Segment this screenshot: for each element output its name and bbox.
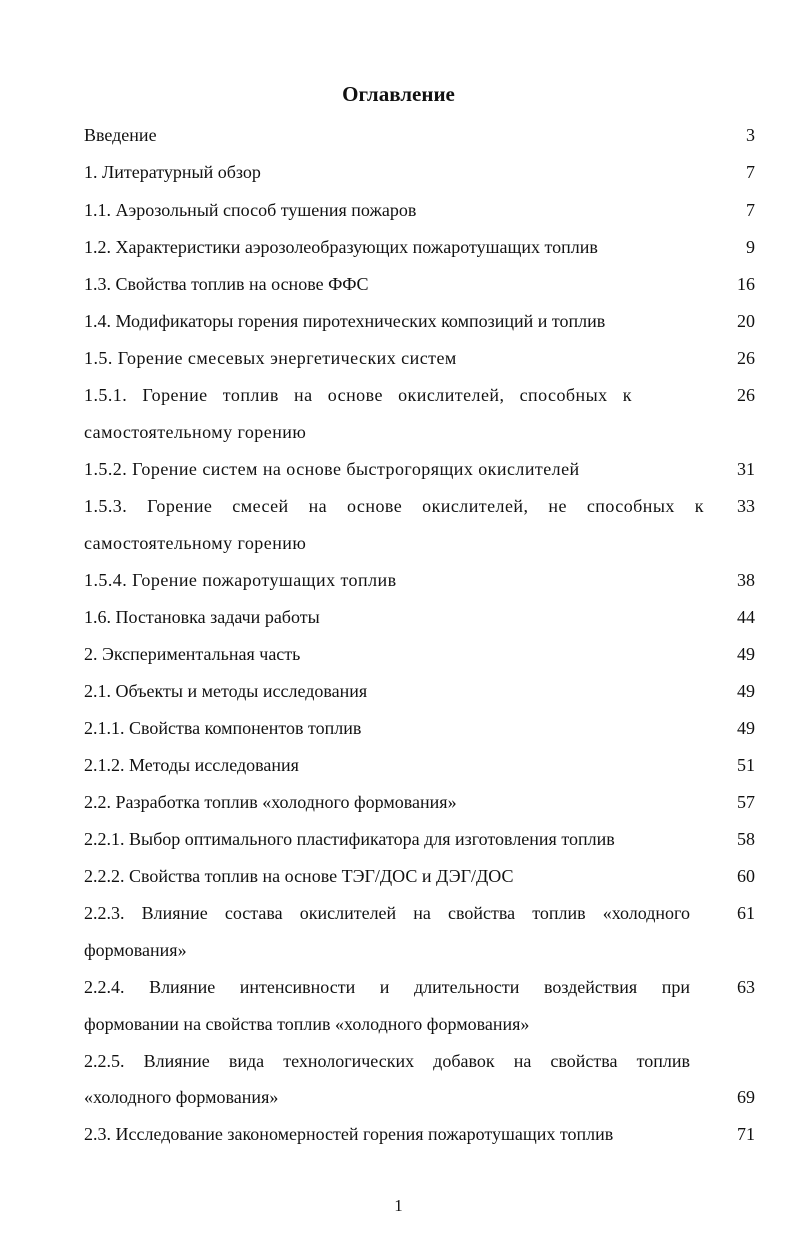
toc-entry-page: 7 <box>746 162 755 182</box>
toc-entry-page: 31 <box>737 459 755 479</box>
toc-entry-title: 2.2.1. Выбор оптимального пластификатора для изготовления топлив <box>84 829 615 849</box>
toc-entry-title: 1.5.3. Горение смесей на основе окислителей, не способных к <box>84 496 704 516</box>
toc-entry-page: 69 <box>737 1087 755 1107</box>
toc-entry-title: 2.2.2. Свойства топлив на основе ТЭГ/ДОС и ДЭГ/ДОС <box>84 866 514 886</box>
toc-entry-title: 2.2.3. Влияние состава окислителей на свойства топлив «холодного <box>84 903 690 923</box>
toc-entry-title: 1.3. Свойства топлив на основе ФФС <box>84 274 369 294</box>
toc-entry-page: 58 <box>737 829 755 849</box>
toc-entry-page: 26 <box>737 348 755 368</box>
toc-entry-title: 1. Литературный обзор <box>84 162 261 182</box>
toc-entry-page: 63 <box>737 977 755 997</box>
toc-entry-title: 2.1.1. Свойства компонентов топлив <box>84 718 362 738</box>
toc-entry-title: 1.2. Характеристики аэрозолеобразующих пожаротушащих топлив <box>84 237 598 257</box>
toc-entry-page: 49 <box>737 681 755 701</box>
toc-entry-page: 26 <box>737 385 755 405</box>
toc-entry-page: 3 <box>746 125 755 145</box>
toc-entry-title: 1.5. Горение смесевых энергетических систем <box>84 348 457 368</box>
toc-entry-page: 44 <box>737 607 755 627</box>
toc-entry-page: 51 <box>737 755 755 775</box>
toc-entry-page: 49 <box>737 718 755 738</box>
toc-entry-page: 33 <box>737 496 755 516</box>
toc-entry-title-cont: «холодного формования» <box>84 1087 279 1107</box>
toc-entry-title-cont: самостоятельному горению <box>84 533 307 553</box>
toc-entry-page: 71 <box>737 1124 755 1144</box>
toc-entry-page: 57 <box>737 792 755 812</box>
toc-entry-page: 9 <box>746 237 755 257</box>
toc-entry-page: 20 <box>737 311 755 331</box>
toc-entry-title: 2.2.4. Влияние интенсивности и длительности воздействия при <box>84 977 690 997</box>
toc-entry-page: 38 <box>737 570 755 590</box>
toc-entry-title: 2.1.2. Методы исследования <box>84 755 299 775</box>
toc-entry-title-cont: самостоятельному горению <box>84 422 307 442</box>
toc-entry-title: Введение <box>84 125 157 145</box>
toc-entry-page: 61 <box>737 903 755 923</box>
toc-entry-page: 49 <box>737 644 755 664</box>
toc-entry-title: 2.3. Исследование закономерностей горения пожаротушащих топлив <box>84 1124 614 1144</box>
toc-entry-title: 1.5.4. Горение пожаротушащих топлив <box>84 570 397 590</box>
toc-entry-page: 16 <box>737 274 755 294</box>
toc-entry-title: 2.2.5. Влияние вида технологических добавок на свойства топлив <box>84 1051 690 1071</box>
toc-entry-title: 1.1. Аэрозольный способ тушения пожаров <box>84 200 417 220</box>
toc-entry-title: 2.1. Объекты и методы исследования <box>84 681 368 701</box>
toc-entry-title-cont: формования» <box>84 940 187 960</box>
toc-entry-title-cont: формовании на свойства топлив «холодного формования» <box>84 1014 530 1034</box>
toc-entry-page: 7 <box>746 200 755 220</box>
toc-entry-title: 2. Экспериментальная часть <box>84 644 301 664</box>
toc-entry-page: 60 <box>737 866 755 886</box>
page-number: 1 <box>394 1196 403 1215</box>
page-title: Оглавление <box>342 82 455 106</box>
toc-entry-title: 2.2. Разработка топлив «холодного формования» <box>84 792 457 812</box>
toc-entry-title: 1.6. Постановка задачи работы <box>84 607 320 627</box>
toc-entry-title: 1.4. Модификаторы горения пиротехнических композиций и топлив <box>84 311 606 331</box>
toc-entry-title: 1.5.2. Горение систем на основе быстрогорящих окислителей <box>84 459 580 479</box>
toc-entry-title: 1.5.1. Горение топлив на основе окислителей, способных к <box>84 385 632 405</box>
